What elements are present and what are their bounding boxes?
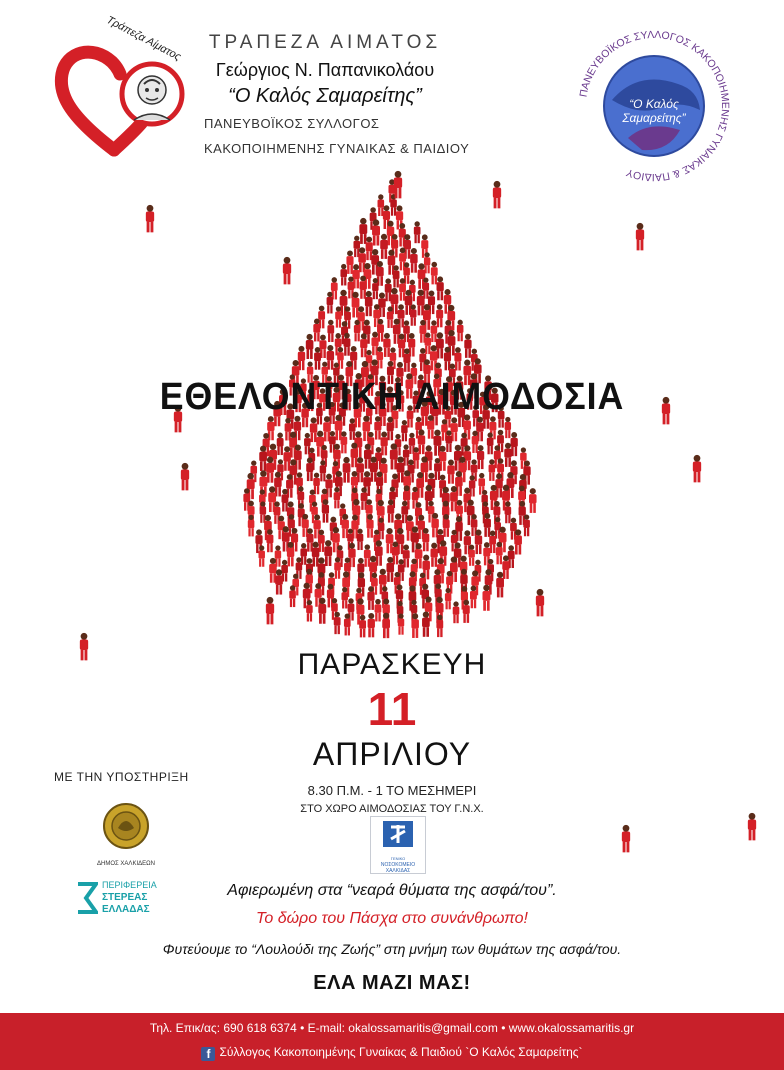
person-figure: [431, 320, 438, 342]
person-figure: [375, 599, 382, 622]
person-figure: [266, 597, 274, 624]
person-figure: [327, 320, 334, 342]
person-figure: [258, 545, 264, 566]
person-figure: [362, 416, 370, 441]
hospital-line1: ΓΕΝΙΚΟ: [390, 856, 406, 861]
person-figure: [320, 460, 326, 481]
person-figure: [636, 223, 644, 250]
person-figure: [443, 514, 450, 537]
person-figure: [748, 813, 756, 840]
person-figure: [436, 304, 443, 327]
person-figure: [381, 432, 388, 456]
person-figure: [366, 514, 373, 538]
person-figure: [398, 614, 404, 635]
municipality-logo: [94, 800, 158, 870]
person-figure: [375, 540, 383, 565]
person-figure: [453, 601, 460, 623]
association-center-line1: “Ο Καλός: [629, 97, 679, 111]
footer-facebook-row: [0, 1045, 784, 1061]
person-figure: [327, 345, 334, 370]
person-figure: [282, 526, 290, 551]
person-figure: [259, 446, 267, 471]
person-figure: [447, 460, 454, 484]
person-figure: [374, 416, 381, 439]
person-figure: [469, 475, 475, 496]
person-figure: [181, 463, 189, 490]
facebook-icon: f: [201, 1047, 215, 1061]
person-figure: [287, 542, 294, 566]
person-figure: [334, 612, 341, 634]
person-figure: [351, 443, 358, 468]
person-figure: [340, 264, 347, 286]
person-figure: [468, 545, 474, 566]
easter-gift-line: Το δώρο του Πάσχα στο συνάνθρωπο!: [256, 910, 528, 927]
person-figure: [266, 529, 273, 552]
person-figure: [434, 458, 441, 480]
event-date: 11: [367, 683, 417, 735]
header-line3: “Ο Καλός Σαμαρείτης”: [228, 85, 422, 107]
person-figure: [414, 221, 421, 243]
event-time: 8.30 Π.Μ. - 1 ΤΟ ΜΕΣΗΜΕΡΙ: [307, 783, 477, 798]
person-figure: [394, 171, 402, 198]
person-figure: [283, 257, 291, 284]
person-figure: [622, 825, 630, 852]
person-figure: [387, 417, 394, 441]
person-figure: [302, 514, 309, 537]
person-figure: [504, 443, 511, 467]
person-figure: [318, 598, 326, 624]
person-figure: [346, 250, 353, 273]
person-figure: [496, 542, 503, 565]
person-figure: [313, 514, 320, 538]
coin-icon: [94, 800, 158, 856]
association-circle-logo: [568, 20, 740, 192]
person-figure: [482, 585, 490, 611]
person-figure: [369, 556, 377, 582]
person-figure: [376, 347, 383, 369]
person-figure: [446, 430, 453, 452]
region-line2: ΣΤΕΡΕΑΣ: [102, 892, 148, 903]
person-figure: [275, 569, 283, 594]
association-center-line2: Σαμαρείτης”: [622, 111, 686, 125]
person-figure: [380, 234, 388, 259]
person-figure: [477, 445, 484, 469]
person-figure: [354, 320, 361, 342]
event-title: ΕΘΕΛΟΝΤΙΚΗ ΑΙΜΟΔΟΣΙΑ: [159, 376, 625, 418]
footer-contact: Τηλ. Επικ/ας: 690 618 6374 • E-mail: okalossamaritis@gmail.com • www.okalossamaritis.gr: [149, 1021, 635, 1035]
person-figure: [411, 613, 419, 638]
person-figure: [403, 348, 410, 372]
person-figure: [403, 320, 410, 342]
person-figure: [275, 545, 281, 566]
person-figure: [314, 347, 321, 370]
person-figure: [367, 586, 374, 610]
person-figure: [410, 248, 417, 273]
person-figure: [383, 333, 390, 357]
person-figure: [285, 418, 292, 441]
header-line1: ΤΡΑΠΕΖΑ ΑΙΜΑΤΟΣ: [208, 32, 442, 53]
person-figure: [472, 431, 479, 453]
person-figure: [502, 555, 509, 579]
person-figure: [274, 472, 282, 497]
person-figure: [445, 588, 451, 609]
person-figure: [436, 615, 443, 637]
person-figure: [401, 420, 407, 441]
person-figure: [489, 459, 496, 481]
person-figure: [401, 501, 408, 523]
header-line4: ΠΑΝΕΥΒΟΪΚΟΣ ΣΥΛΛΟΓΟΣ: [204, 116, 380, 131]
person-figure: [475, 530, 482, 555]
person-figure: [360, 276, 367, 299]
person-figure: [463, 600, 470, 623]
person-figure: [372, 219, 380, 245]
dedication-line: Αφιερωμένη στα “νεαρά θύματα της ασφά/του”.: [227, 882, 557, 899]
person-figure: [335, 306, 341, 327]
person-figure: [470, 586, 477, 609]
region-line1: ΠΕΡΙΦΕΡΕΙΑ: [102, 880, 157, 890]
person-figure: [437, 276, 444, 300]
person-figure: [341, 587, 348, 608]
person-figure: [457, 320, 464, 342]
person-figure: [403, 545, 410, 568]
person-figure: [365, 291, 373, 316]
person-figure: [343, 333, 350, 356]
person-figure: [359, 218, 367, 244]
hospital-line2: ΝΟΣΟΚΟΜΕΙΟ: [380, 862, 416, 868]
person-figure: [523, 514, 530, 536]
person-figure: [80, 633, 88, 660]
event-day: ΠΑΡΑΣΚΕΥΗ: [297, 648, 487, 681]
person-figure: [286, 474, 293, 498]
flower-of-life-line: Φυτεύουμε το “Λουλούδι της Ζωής” στη μνήμη των θυμάτων της ασφά/του.: [162, 941, 622, 957]
hospital-logo: [370, 816, 426, 874]
person-figure: [454, 347, 461, 370]
facebook-page-name: Σύλλογος Κακοποιημένης Γυναίκας & Παιδιού `Ο Καλός Σαμαρείτης`: [219, 1045, 583, 1059]
person-figure: [422, 528, 429, 551]
support-label: ΜΕ ΤΗΝ ΥΠΟΣΤΗΡΙΞΗ: [54, 770, 189, 784]
person-figure: [431, 513, 438, 538]
person-figure: [423, 278, 429, 299]
person-figure: [431, 543, 438, 567]
person-figure: [514, 529, 522, 554]
blood-bank-arc-text: Τράπεζα Αίματος: [104, 14, 183, 64]
person-figure: [536, 589, 544, 616]
person-figure: [341, 431, 348, 453]
person-figure: [387, 306, 394, 328]
person-figure: [306, 600, 313, 622]
header: [190, 32, 490, 156]
person-figure: [398, 334, 405, 358]
event-month: ΑΠΡΙΛΙΟΥ: [312, 736, 472, 772]
person-figure: [349, 418, 356, 440]
person-figure: [310, 417, 318, 442]
person-figure: [505, 417, 511, 438]
person-figure: [484, 513, 491, 537]
region-line3: ΕΛΛΑΔΑΣ: [102, 904, 150, 915]
person-figure: [397, 456, 405, 482]
person-figure: [312, 542, 320, 567]
person-figure: [344, 613, 351, 635]
header-line2: Γεώργιος Ν. Παπανικολάου: [215, 60, 435, 80]
person-figure: [298, 346, 305, 370]
person-figure: [277, 433, 284, 456]
person-figure: [393, 265, 400, 287]
person-figure: [300, 543, 307, 565]
person-figure: [529, 488, 537, 513]
person-figure: [431, 262, 438, 285]
hospital-cross-icon: [371, 817, 425, 851]
person-figure: [418, 429, 426, 454]
person-figure: [368, 613, 375, 637]
person-figure: [322, 499, 329, 522]
person-figure: [359, 615, 366, 638]
person-figure: [422, 612, 430, 637]
person-figure: [360, 333, 367, 357]
person-figure: [386, 557, 394, 582]
person-figure: [493, 181, 501, 208]
person-figure: [387, 500, 394, 523]
person-figure: [306, 334, 314, 359]
person-figure: [487, 432, 494, 454]
header-line5: ΚΑΚΟΠΟΙΗΜΕΝΗΣ ΓΥΝΑΙΚΑΣ & ΠΑΙΔΙΟΥ: [204, 141, 470, 156]
person-figure: [334, 487, 340, 508]
person-figure: [313, 319, 320, 342]
event-place: ΣΤΟ ΧΩΡΟ ΑΙΜΟΔΟΣΙΑΣ ΤΟΥ Γ.Ν.Χ.: [300, 803, 484, 815]
person-figure: [260, 501, 267, 522]
person-figure: [410, 304, 416, 325]
person-figure: [496, 572, 504, 598]
person-figure: [464, 334, 471, 358]
person-figure: [289, 585, 296, 607]
person-figure: [371, 332, 378, 356]
person-figure: [327, 292, 334, 314]
person-figure: [433, 430, 441, 456]
person-figure: [329, 431, 336, 453]
person-figure: [146, 205, 154, 232]
person-figure: [324, 540, 332, 566]
person-figure: [248, 515, 255, 537]
person-figure: [693, 455, 701, 482]
person-figure: [306, 457, 313, 481]
call-to-action: ΕΛΑ ΜΑΖΙ ΜΑΣ!: [313, 972, 471, 994]
person-figure: [662, 397, 670, 424]
person-figure: [372, 278, 378, 299]
person-figure: [358, 247, 366, 272]
person-figure: [343, 457, 351, 483]
association-ring-text: ΠΑΝΕΥΒΟΪΚΟΣ ΣΥΛΛΟΓΟΣ ΚΑΚΟΠΟΙΗΜΕΝΗΣ ΓΥΝΑΙΚΑΣ & ΠΑΙΔΙΟΥ: [577, 28, 732, 184]
person-figure: [325, 474, 332, 498]
person-figure: [382, 613, 390, 639]
municipality-name: ΔΗΜΟΣ ΧΑΛΚΙΔΕΩΝ: [97, 861, 155, 867]
person-figure: [357, 529, 363, 550]
hospital-line3: ΧΑΛΚΙΔΑΣ: [385, 868, 411, 874]
footer-bar: [0, 1013, 784, 1070]
person-figure: [505, 501, 512, 523]
person-figure: [334, 557, 341, 579]
